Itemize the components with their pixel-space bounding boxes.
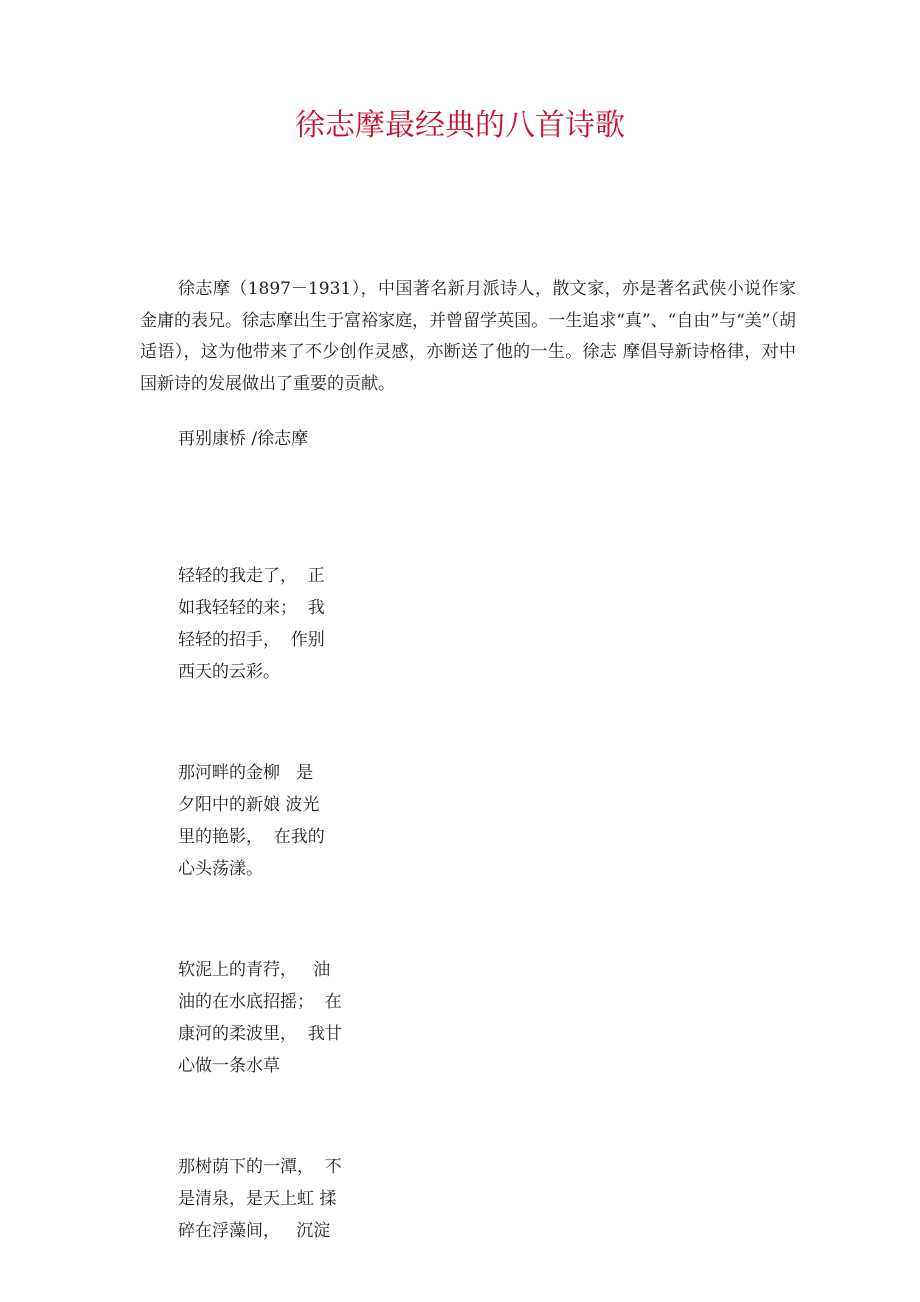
poem-line: 西天的云彩。 <box>178 662 280 682</box>
poem-line: 轻轻的我走了， 正 <box>178 566 325 586</box>
poem-line: 软泥上的青荇， 油 <box>178 960 331 980</box>
poem-line: 夕阳中的新娘 波光 <box>178 795 320 815</box>
poem-line: 心头荡漾。 <box>178 859 263 879</box>
poem-line: 心做一条水草 <box>178 1056 280 1076</box>
poem-line: 那树荫下的一潭， 不 <box>178 1157 342 1177</box>
poem-title: 再别康桥 /徐志摩 <box>178 429 309 449</box>
poem-stanza <box>178 560 418 688</box>
document-title: 徐志摩最经典的八首诗歌 <box>295 108 625 143</box>
poem-line: 油的在水底招摇； 在 <box>178 992 342 1012</box>
intro-paragraph: 徐志摩（1897－1931），中国著名新月派诗人，散文家，亦是著名武侠小说作家金庸的表兄。徐志摩出生于富裕家庭，并曾留学英国。一生追求“真”、“自由”与“美”（胡适语），这为他带来了不少创作灵感，亦断送了他的一生。徐志 摩倡导新诗格律，对中国新诗的发展做出了重要的贡献。 <box>140 279 796 394</box>
poem-line: 里的艳影， 在我的 <box>178 827 325 847</box>
poem-line: 轻轻的招手， 作别 <box>178 630 325 650</box>
poem-line: 如我轻轻的来； 我 <box>178 598 325 618</box>
poem-line: 是清泉，是天上虹 揉 <box>178 1189 337 1209</box>
poem-line: 碎在浮藻间， 沉淀 <box>178 1221 331 1241</box>
poem-line: 那河畔的金柳 是 <box>178 763 314 783</box>
poem-stanza <box>178 1151 418 1247</box>
poem-line: 康河的柔波里， 我甘 <box>178 1024 342 1044</box>
poem-stanza <box>178 954 418 1082</box>
poem-stanza <box>178 757 418 885</box>
